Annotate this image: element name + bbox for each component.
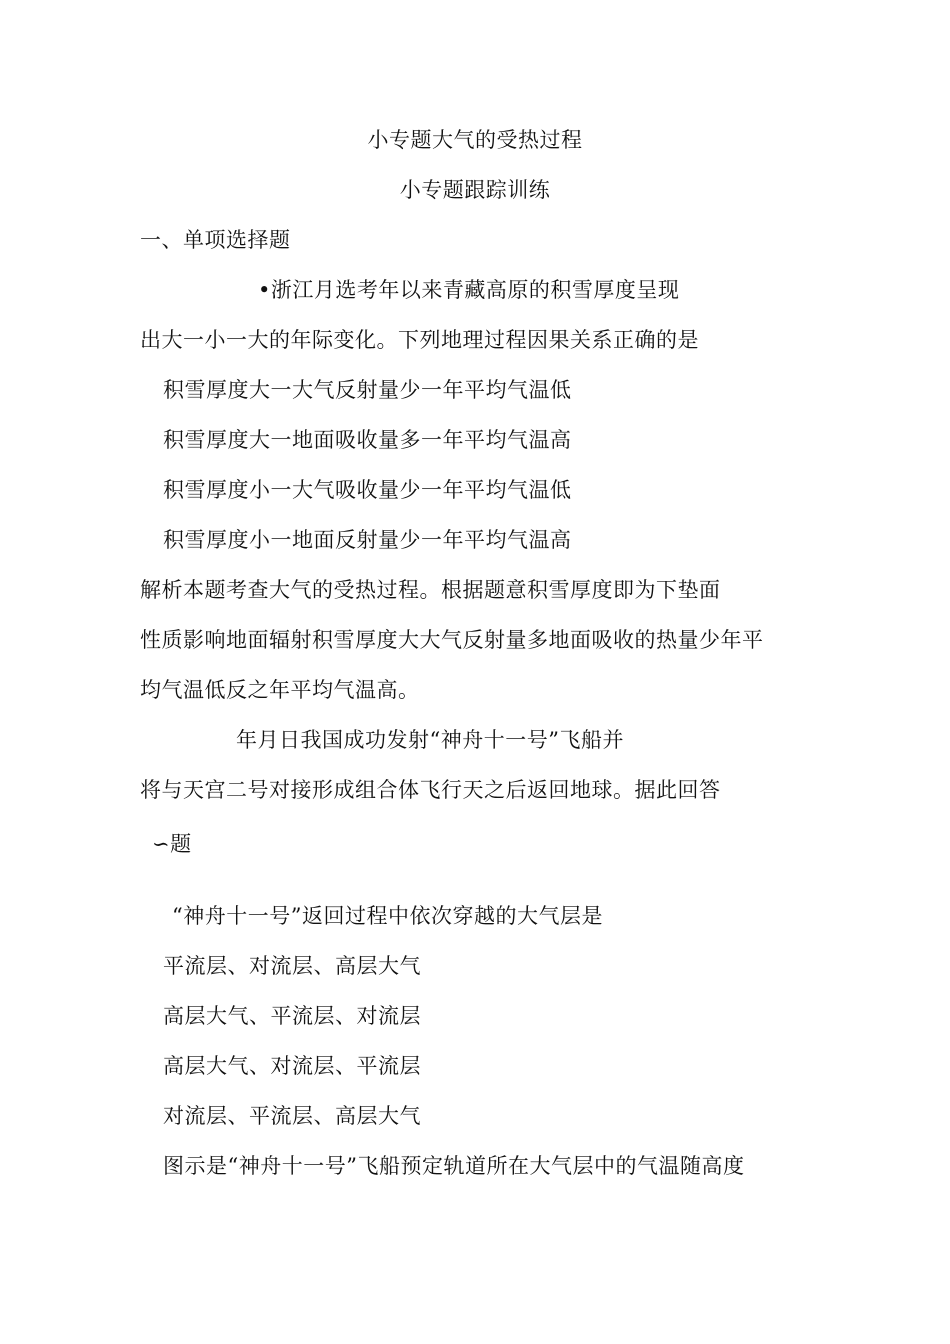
question-1-option-c: 积雪厚度小一大气吸收量少一年平均气温低 [163,478,572,502]
question-1-option-a: 积雪厚度大一大气反射量少一年平均气温低 [163,378,572,402]
analysis-line-2: 性质影响地面辐射积雪厚度大大气反射量多地面吸收的热量少年平 [140,628,764,652]
question-1-stem-line-2: 出大一小一大的年际变化。下列地理过程因果关系正确的是 [140,328,699,352]
question-2-option-d: 对流层、平流层、高层大气 [163,1104,421,1128]
question-2-option-c: 高层大气、对流层、平流层 [163,1054,421,1078]
question-2-option-a: 平流层、对流层、高层大气 [163,954,421,978]
passage-line-3: ∽题 [152,832,192,856]
page-subtitle: 小专题跟踪训练 [399,178,551,202]
question-3-stem-line-1: 图示是“神舟十一号”飞船预定轨道所在大气层中的气温随高度 [163,1154,745,1178]
page-title: 小专题大气的受热过程 [367,128,583,152]
question-2-stem: “神舟十一号”返回过程中依次穿越的大气层是 [172,904,603,928]
analysis-line-3: 均气温低反之年平均气温高。 [140,678,420,702]
analysis-line-1: 解析本题考查大气的受热过程。根据题意积雪厚度即为下垫面 [140,578,721,602]
question-2-option-b: 高层大气、平流层、对流层 [163,1004,421,1028]
passage-line-2: 将与天宫二号对接形成组合体飞行天之后返回地球。据此回答 [140,778,721,802]
question-1-option-b: 积雪厚度大一地面吸收量多一年平均气温高 [163,428,572,452]
question-1-option-d: 积雪厚度小一地面反射量少一年平均气温高 [163,528,572,552]
section-heading: 一、单项选择题 [140,228,291,252]
passage-line-1: 年月日我国成功发射“神舟十一号”飞船并 [236,728,624,752]
question-1-stem-line-1: •浙江月选考年以来青藏高原的积雪厚度呈现 [258,278,680,302]
